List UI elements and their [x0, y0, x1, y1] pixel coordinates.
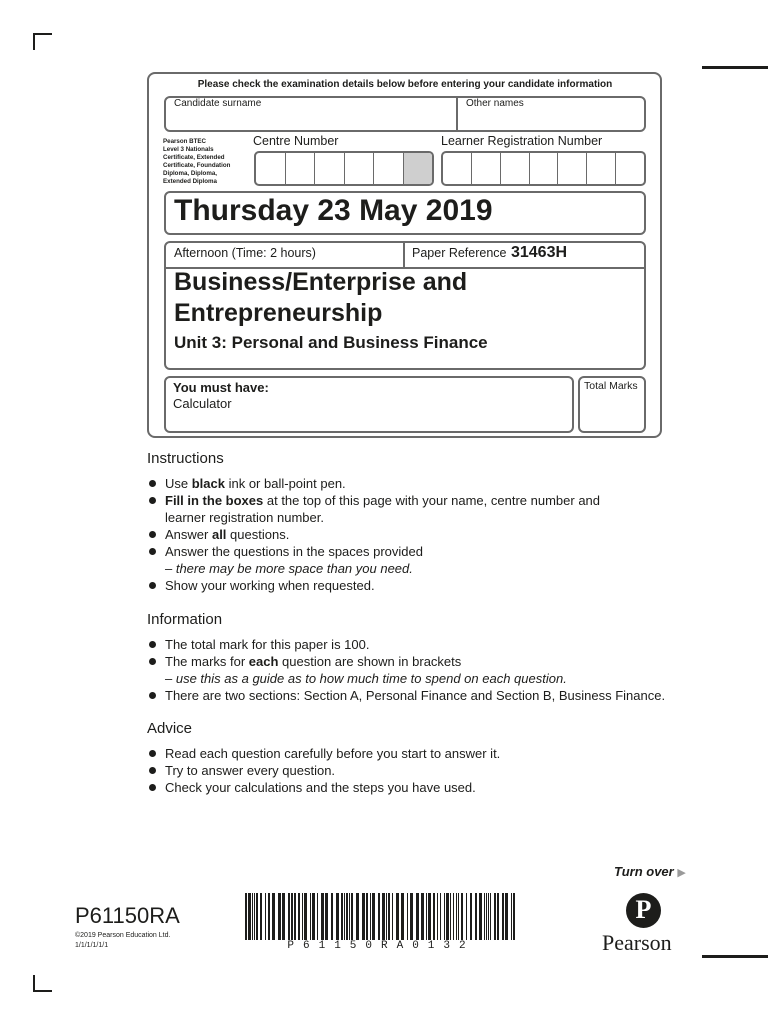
barcode-bar [298, 893, 300, 940]
barcode-bar [428, 893, 431, 940]
barcode-bar [362, 893, 365, 940]
list-item: There are two sections: Section A, Personal Finance and Section B, Business Finance. [147, 687, 707, 704]
barcode-bar [272, 893, 275, 940]
barcode-bar [511, 893, 512, 940]
paper-title-line: Entrepreneurship [174, 299, 383, 327]
barcode-bar [416, 893, 419, 940]
barcode-bar [282, 893, 285, 940]
list-item: Try to answer every question. [147, 762, 627, 779]
paper-reference-value: 31463H [510, 244, 568, 261]
barcode-bar [291, 893, 293, 940]
other-names-label: Other names [466, 98, 524, 109]
centre-number-field[interactable] [254, 151, 434, 186]
crop-mark [33, 33, 52, 35]
barcode-bar [304, 893, 307, 940]
barcode-bar [475, 893, 477, 940]
barcode [245, 893, 517, 940]
learner-registration-label: Learner Registration Number [441, 134, 603, 148]
barcode-text: P61150RA0132 [287, 940, 475, 952]
learner-reg-cell[interactable] [616, 153, 644, 184]
barcode-bar [349, 893, 350, 940]
bullet-icon [149, 784, 156, 791]
barcode-bar [278, 893, 281, 940]
qualification-line: Pearson BTEC [163, 138, 206, 145]
centre-number-cell[interactable] [256, 153, 286, 184]
information-heading: Information [147, 611, 223, 628]
barcode-bar [453, 893, 454, 940]
margin-rule [702, 66, 768, 69]
barcode-bar [370, 893, 371, 940]
copyright-block [75, 931, 170, 951]
barcode-bar [325, 893, 328, 940]
arrow-right-icon: ▶ [677, 867, 686, 879]
centre-number-cell-shaded [404, 153, 433, 184]
barcode-bar [372, 893, 375, 940]
total-marks-label: Total Marks [584, 380, 638, 392]
information-list [147, 636, 707, 704]
list-item: Answer all questions. [147, 526, 627, 543]
barcode-bar [401, 893, 404, 940]
unit-title: Unit 3: Personal and Business Finance [174, 333, 488, 352]
barcode-bar [410, 893, 413, 940]
list-item: Use black ink or ball-point pen. [147, 475, 627, 492]
paper-reference [412, 244, 567, 262]
advice-heading: Advice [147, 720, 193, 737]
barcode-bar [446, 893, 449, 940]
barcode-bar [437, 893, 438, 940]
barcode-bar [461, 893, 463, 940]
pearson-logo-wordmark: Pearson [602, 930, 672, 955]
qualification-line: Extended Diploma [163, 178, 217, 185]
pearson-logo-icon [626, 893, 661, 928]
barcode-bar [513, 893, 515, 940]
barcode-bar [317, 893, 318, 940]
barcode-bar [407, 893, 408, 940]
learner-reg-cell[interactable] [587, 153, 616, 184]
barcode-bar [288, 893, 290, 940]
barcode-bar [433, 893, 435, 940]
barcode-bar [260, 893, 262, 940]
barcode-bar [344, 893, 345, 940]
barcode-bar [346, 893, 348, 940]
must-have-label: You must have: [173, 380, 269, 395]
bullet-icon [149, 480, 156, 487]
qualification-line: Level 3 Nationals [163, 146, 214, 153]
bullet-icon [149, 641, 156, 648]
barcode-bar [302, 893, 303, 940]
copyright-text: ©2019 Pearson Education Ltd. [75, 932, 171, 939]
barcode-bar [382, 893, 385, 940]
list-item: Fill in the boxes at the top of this page with your name, centre number and learner registration number. [147, 492, 627, 526]
instructions-heading: Instructions [147, 450, 224, 467]
barcode-bar [268, 893, 270, 940]
margin-rule [702, 955, 768, 958]
paper-title-line: Business/Enterprise and [174, 268, 468, 296]
paper-title [174, 267, 634, 329]
barcode-bar [248, 893, 251, 940]
learner-reg-cell[interactable] [472, 153, 501, 184]
barcode-bar [378, 893, 380, 940]
bullet-icon [149, 548, 156, 555]
barcode-bar [470, 893, 472, 940]
barcode-bar [488, 893, 489, 940]
learner-reg-cell[interactable] [443, 153, 472, 184]
bullet-icon [149, 767, 156, 774]
crop-mark [33, 990, 52, 992]
learner-reg-cell[interactable] [501, 153, 530, 184]
list-continuation: – there may be more space than you need. [165, 561, 413, 576]
exam-date: Thursday 23 May 2019 [174, 194, 493, 227]
barcode-bar [490, 893, 491, 940]
qualification-line: Certificate, Extended [163, 154, 225, 161]
barcode-bar [444, 893, 445, 940]
centre-number-label: Centre Number [253, 134, 339, 148]
barcode-bar [294, 893, 296, 940]
divider [403, 243, 405, 268]
barcode-bar [396, 893, 399, 940]
list-item: Answer the questions in the spaces provided – there may be more space than you need. [147, 543, 627, 577]
list-continuation: – use this as a guide as to how much time to spend on each question. [165, 671, 567, 686]
bullet-icon [149, 582, 156, 589]
qualification-line: Certificate, Foundation [163, 162, 231, 169]
paper-reference-label: Paper Reference [412, 246, 507, 260]
pearson-logo-letter: P [635, 895, 652, 924]
qualification-list [163, 138, 243, 186]
bullet-icon [149, 531, 156, 538]
centre-number-cell[interactable] [374, 153, 404, 184]
learner-reg-cell[interactable] [530, 153, 559, 184]
centre-number-cell[interactable] [315, 153, 345, 184]
barcode-bar [421, 893, 424, 940]
barcode-bar [456, 893, 457, 940]
barcode-bar [310, 893, 311, 940]
bullet-icon [149, 658, 156, 665]
divider [456, 96, 458, 132]
learner-reg-cell[interactable] [558, 153, 587, 184]
barcode-bar [341, 893, 343, 940]
barcode-bar [336, 893, 339, 940]
list-item: Read each question carefully before you start to answer it. [147, 745, 627, 762]
barcode-bar [466, 893, 467, 940]
barcode-bar [312, 893, 315, 940]
list-item: Show your working when requested. [147, 577, 627, 594]
barcode-bar [392, 893, 393, 940]
crop-mark [33, 33, 35, 50]
paper-code: P61150RA [75, 903, 180, 928]
header-notice: Please check the examination details below before entering your candidate information [197, 79, 613, 90]
barcode-bar [366, 893, 368, 940]
list-item: The total mark for this paper is 100. [147, 636, 707, 653]
barcode-bar [265, 893, 266, 940]
bullet-icon [149, 497, 156, 504]
print-code: 1/1/1/1/1/1 [75, 942, 109, 949]
barcode-bar [502, 893, 504, 940]
candidate-surname-label: Candidate surname [174, 98, 262, 109]
barcode-bar [486, 893, 487, 940]
advice-list [147, 745, 627, 796]
barcode-bar [252, 893, 253, 940]
barcode-bar [331, 893, 333, 940]
barcode-bar [440, 893, 441, 940]
barcode-bar [351, 893, 353, 940]
barcode-bar [479, 893, 482, 940]
centre-number-cell[interactable] [345, 153, 375, 184]
list-item: The marks for each question are shown in brackets – use this as a guide as to how much time to spend on each question. [147, 653, 707, 687]
must-have-item: Calculator [173, 396, 232, 411]
list-item: Check your calculations and the steps you have used. [147, 779, 627, 796]
barcode-bar [494, 893, 496, 940]
barcode-bar [386, 893, 387, 940]
barcode-bar [245, 893, 247, 940]
exam-session: Afternoon (Time: 2 hours) [174, 246, 316, 260]
barcode-bar [484, 893, 485, 940]
barcode-bar [321, 893, 324, 940]
barcode-bar [426, 893, 427, 940]
barcode-bar [388, 893, 390, 940]
bullet-icon [149, 750, 156, 757]
bullet-icon [149, 692, 156, 699]
barcode-bar [256, 893, 258, 940]
qualification-line: Diploma, Diploma, [163, 170, 217, 177]
centre-number-cell[interactable] [286, 153, 316, 184]
barcode-bar [254, 893, 255, 940]
barcode-bar [505, 893, 508, 940]
turn-over-label: Turn over ▶ [614, 864, 686, 879]
barcode-bar [356, 893, 359, 940]
instructions-list [147, 475, 627, 594]
barcode-bar [450, 893, 451, 940]
barcode-bar [458, 893, 459, 940]
barcode-bar [497, 893, 499, 940]
learner-registration-field[interactable] [441, 151, 646, 186]
